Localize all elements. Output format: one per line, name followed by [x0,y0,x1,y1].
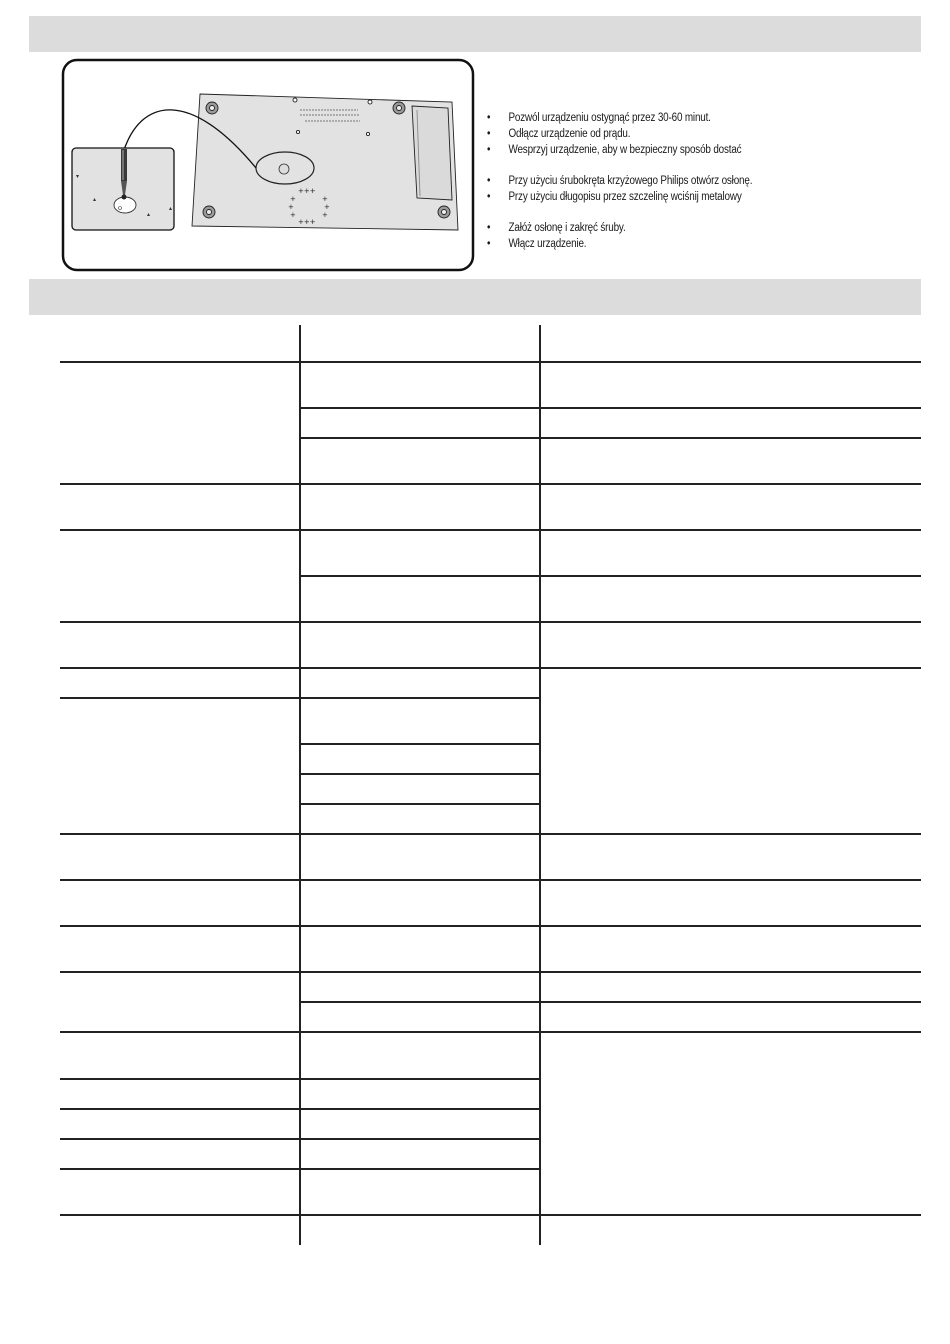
svg-text:+: + [324,203,330,211]
row-rule [60,361,921,363]
svg-text:▴: ▴ [169,206,173,212]
svg-text:+++: +++ [298,218,316,226]
instruction-item: • Przy użyciu śrubokręta krzyżowego Philips otwórz osłonę. [487,173,865,189]
row-rule [60,1108,540,1110]
instruction-item: • Pozwól urządzeniu ostygnąć przez 30-60 minut. [487,110,865,126]
row-rule [300,1001,921,1003]
row-rule [60,925,921,927]
instruction-item: • Włącz urządzenie. [487,236,865,252]
svg-text:+++: +++ [298,187,316,195]
row-rule [60,833,921,835]
section-header-bar-top [29,16,921,52]
row-rule [300,575,921,577]
row-rule [300,743,540,745]
troubleshooting-table [60,325,921,1245]
instruction-item: • Wesprzyj urządzenie, aby w bezpieczny sposób dostać [487,142,865,158]
instruction-item: • Załóż osłonę i zakręć śruby. [487,220,865,236]
row-rule [60,667,921,669]
instruction-item: • Odłącz urządzenie od prądu. [487,126,865,142]
row-rule [300,773,540,775]
row-rule [300,437,921,439]
row-rule [60,621,921,623]
section-header-bar-troubleshooting [29,279,921,315]
device-underside-illustration [60,58,476,274]
svg-text:▾: ▾ [76,174,80,180]
svg-text:+: + [288,203,294,211]
svg-text:▴: ▴ [147,212,151,218]
row-rule [60,971,921,973]
column-divider [539,325,541,1245]
row-rule [60,1214,921,1216]
svg-text:+: + [290,211,296,219]
row-rule [60,483,921,485]
row-rule [60,1078,540,1080]
svg-text:▴: ▴ [93,197,97,203]
instruction-list [487,110,865,252]
svg-text:+: + [322,211,328,219]
column-divider [299,325,301,1245]
row-rule [60,879,921,881]
row-rule [60,1138,540,1140]
row-rule [60,529,921,531]
row-rule [60,697,540,699]
row-rule [300,803,540,805]
row-rule [300,407,921,409]
svg-text:+: + [322,195,328,203]
row-rule [60,1031,921,1033]
svg-text:+: + [290,195,296,203]
instruction-item: • Przy użyciu długopisu przez szczelinę wciśnij metalowy [487,189,865,205]
row-rule [60,1168,540,1170]
